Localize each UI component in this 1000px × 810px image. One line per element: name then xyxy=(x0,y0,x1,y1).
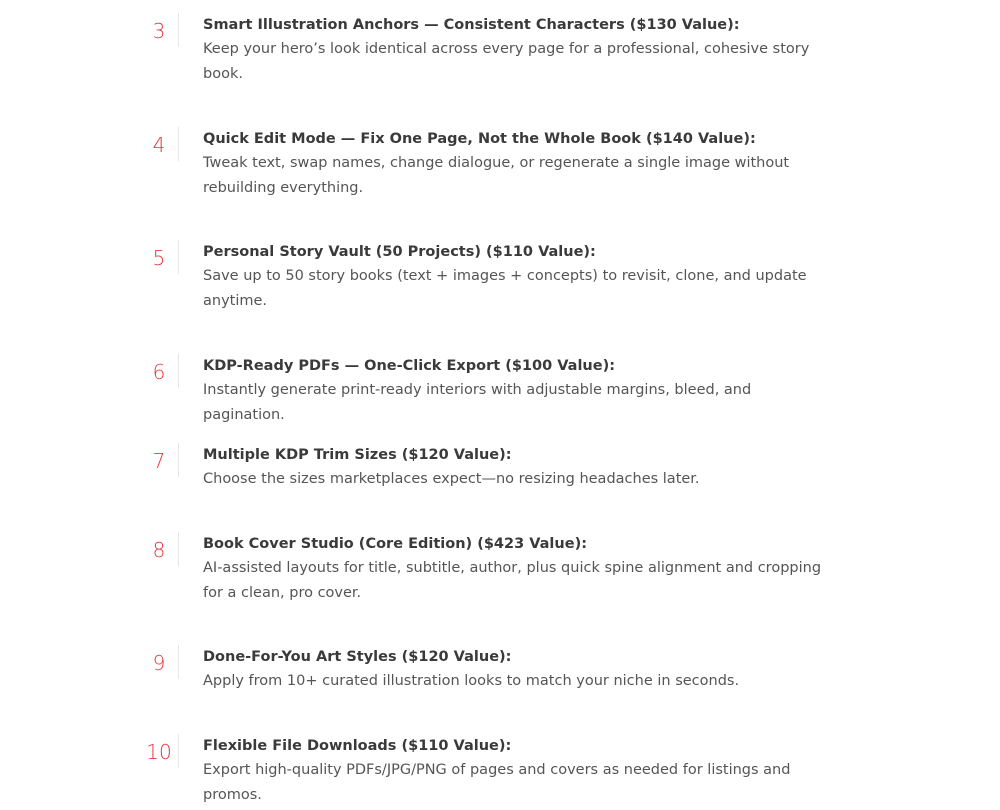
feature-number: 6 xyxy=(152,360,166,384)
feature-description: Tweak text, swap names, change dialogue, or regenerate a single image without rebuilding everything. xyxy=(203,155,790,196)
divider xyxy=(178,354,179,388)
feature-title: Quick Edit Mode — Fix One Page, Not the Whole Book ($140 Value): xyxy=(203,131,756,147)
feature-number: 10 xyxy=(146,740,172,764)
feature-description: Keep your hero’s look identical across every page for a professional, cohesive story book. xyxy=(203,41,810,82)
feature-number: 5 xyxy=(152,246,166,270)
feature-number: 9 xyxy=(152,651,166,675)
feature-content xyxy=(203,127,833,200)
feature-title: Personal Story Vault (50 Projects) ($110 Value): xyxy=(203,244,596,260)
feature-content xyxy=(203,532,833,605)
feature-content xyxy=(203,645,833,694)
divider xyxy=(178,734,179,768)
feature-description: Export high-quality PDFs/JPG/PNG of pages and covers as needed for listings and promos. xyxy=(203,762,791,803)
feature-title: KDP-Ready PDFs — One-Click Export ($100 Value): xyxy=(203,358,616,374)
divider xyxy=(178,13,179,47)
feature-content xyxy=(203,443,833,492)
divider xyxy=(178,240,179,274)
feature-content xyxy=(203,734,833,807)
feature-title: Book Cover Studio (Core Edition) ($423 Value): xyxy=(203,536,587,552)
feature-number: 4 xyxy=(152,133,166,157)
feature-description: AI-assisted layouts for title, subtitle, author, plus quick spine alignment and cropping for a clean, pro cover. xyxy=(203,560,822,601)
divider xyxy=(178,127,179,161)
feature-title: Smart Illustration Anchors — Consistent Characters ($130 Value): xyxy=(203,17,740,33)
feature-number: 8 xyxy=(152,538,166,562)
divider xyxy=(178,645,179,679)
feature-description: Instantly generate print-ready interiors with adjustable margins, bleed, and pagination. xyxy=(203,382,752,423)
feature-content xyxy=(203,354,833,427)
feature-number: 3 xyxy=(152,19,166,43)
feature-title: Done-For-You Art Styles ($120 Value): xyxy=(203,649,512,665)
feature-description: Apply from 10+ curated illustration looks to match your niche in seconds. xyxy=(203,673,740,689)
feature-content xyxy=(203,13,833,86)
divider xyxy=(178,443,179,477)
feature-title: Flexible File Downloads ($110 Value): xyxy=(203,738,512,754)
divider xyxy=(178,532,179,566)
feature-content xyxy=(203,240,833,313)
feature-title: Multiple KDP Trim Sizes ($120 Value): xyxy=(203,447,512,463)
feature-description: Choose the sizes marketplaces expect—no resizing headaches later. xyxy=(203,471,700,487)
feature-number: 7 xyxy=(152,449,166,473)
feature-description: Save up to 50 story books (text + images + concepts) to revisit, clone, and update anytime. xyxy=(203,268,807,309)
